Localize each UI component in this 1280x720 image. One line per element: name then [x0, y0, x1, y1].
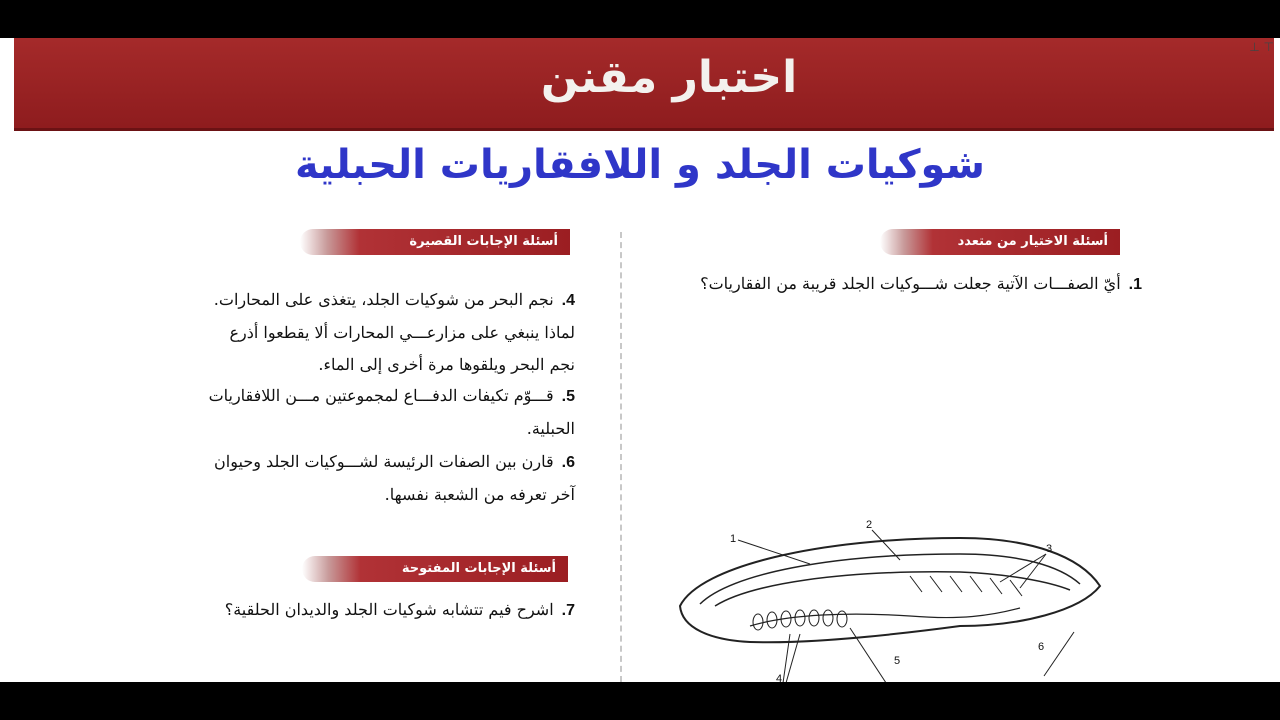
muscle-segment — [970, 576, 982, 592]
body-outline — [680, 538, 1100, 642]
question-1 — [622, 268, 1142, 301]
muscle-segment — [990, 578, 1002, 594]
worksheet-page — [0, 38, 1280, 685]
section-label-open-answer: أسئلة الإجابات المفتوحة — [302, 556, 568, 582]
question-7 — [40, 594, 575, 627]
question-line: آخر تعرفه من الشعبة نفسها. — [384, 485, 575, 504]
question-number: 6. — [561, 454, 575, 471]
question-line: قارن بين الصفات الرئيسة لشـــوكيات الجلد وحيوان — [214, 452, 554, 471]
gill-slit — [795, 610, 805, 626]
question-line: لماذا ينبغي على مزارعـــي المحارات ألا يقطعوا أذرع — [229, 323, 575, 342]
lancelet-diagram — [660, 516, 1120, 685]
question-line: قـــوّم تكيفات الدفـــاع لمجموعتين مـــن اللافقاريات — [208, 386, 554, 405]
question-number: 5. — [561, 388, 575, 405]
title-banner — [14, 38, 1274, 128]
question-4 — [40, 284, 575, 381]
figure-label-2: 2 — [866, 519, 873, 531]
question-number: 1. — [1128, 276, 1142, 293]
corner-mark: ⊥ ⊤ — [1249, 40, 1274, 54]
question-number: 7. — [561, 602, 575, 619]
leader-lines — [738, 530, 1074, 685]
section-label-short-answer: أسئلة الإجابات القصيرة — [300, 229, 570, 255]
question-line: نجم البحر من شوكيات الجلد، يتغذى على المحارات. — [213, 290, 554, 309]
figure-label-1: 1 — [730, 533, 737, 545]
muscle-segment — [910, 576, 922, 592]
gill-slits — [753, 610, 847, 630]
question-6 — [40, 446, 575, 511]
page-title: شوكيات الجلد و اللافقاريات الحبلية — [295, 142, 985, 188]
question-line: نجم البحر ويلقوها مرة أخرى إلى الماء. — [318, 355, 575, 374]
figure-label-5: 5 — [894, 655, 901, 667]
question-text: اشرح فيم تتشابه شوكيات الجلد والديدان الحلقية؟ — [224, 600, 554, 619]
gill-slit — [837, 611, 847, 627]
figure-label-6: 6 — [1038, 641, 1045, 653]
figure-label-3: 3 — [1046, 543, 1053, 555]
question-5 — [40, 380, 575, 445]
question-number: 4. — [561, 292, 575, 309]
leader-line-6 — [1044, 632, 1074, 676]
figure-label-4: 4 — [776, 673, 783, 685]
banner-underline — [14, 128, 1274, 131]
banner-title: اختبار مقنن — [540, 52, 798, 103]
gill-slit — [823, 610, 833, 626]
column-divider — [620, 232, 622, 682]
muscle-segment — [930, 576, 942, 592]
muscle-segment — [950, 576, 962, 592]
question-text: أيّ الصفـــات الآتية جعلت شـــوكيات الجلد قريبة من الفقاريات؟ — [700, 274, 1121, 293]
gill-slit — [809, 610, 819, 626]
gill-slit — [753, 614, 763, 630]
section-label-multiple-choice: أسئلة الاختيار من متعدد — [880, 229, 1120, 255]
question-line: الحبلية. — [526, 419, 575, 438]
